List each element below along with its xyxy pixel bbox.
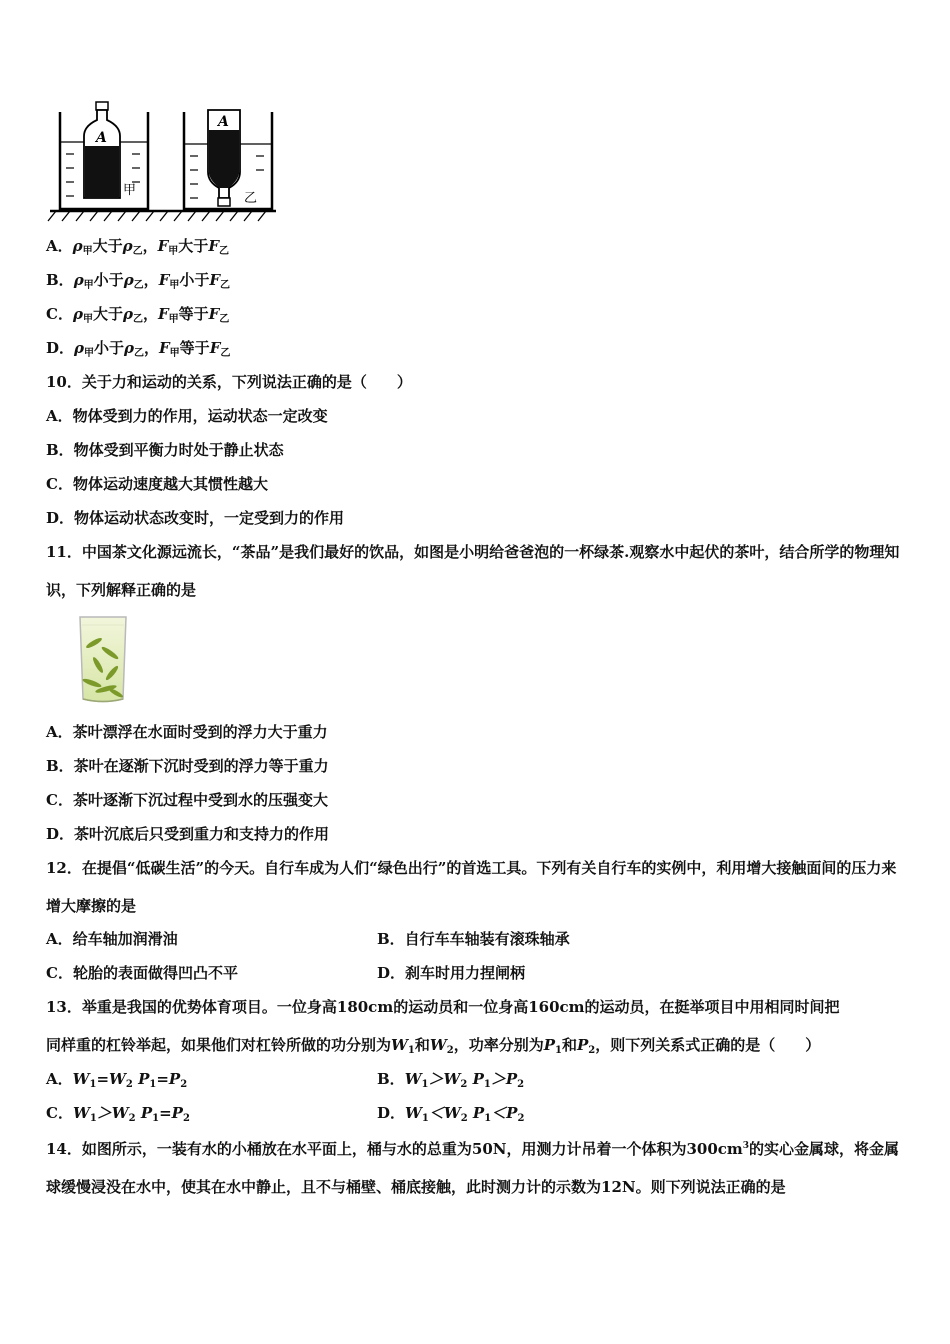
bottle-label-a1: A (96, 130, 107, 146)
q10-option-d: D．物体运动状态改变时，一定受到力的作用 (46, 509, 345, 527)
q11-option-b: B．茶叶在逐渐下沉时受到的浮力等于重力 (46, 757, 329, 775)
q12-option-b: B．自行车车轴装有滚珠轴承 (377, 930, 570, 948)
q12-option-a: A．给车轴加润滑油 (46, 930, 178, 948)
q14-stem: 14．如图所示，一装有水的小桶放在水平面上，桶与水的总重为50N，用测力计吊着一个体积为$300cm^3$的实心金属球，将金属球缓慢浸没在水中，使其在水中静止，且不与桶壁、桶底接触，此时测力计的示数为12N。则下列说法正确的是 (46, 1140, 900, 1196)
q13-stem-line1: 13．举重是我国的优势体育项目。一位身高180cm的运动员和一位身高160cm的运动员，在挺举项目中用相同时间把 (46, 998, 840, 1016)
bottle-label-a2: A (218, 114, 229, 130)
label-jia: 甲 (123, 183, 137, 198)
q11-option-d: D．茶叶沉底后只受到重力和支持力的作用 (46, 825, 330, 843)
q9-option-c: C．$\rho_甲$大于$\rho_乙$，$F_甲$等于$F_乙$ (46, 305, 230, 325)
q9-option-d: D．$\rho_甲$小于$\rho_乙$，$F_甲$等于$F_乙$ (46, 339, 231, 359)
q13-option-a: A．$W_1=W_2$ $P_1=P_2$ (46, 1070, 188, 1090)
q9-option-a: A．$\rho_甲$大于$\rho_乙$，$F_甲$大于$F_乙$ (46, 237, 229, 257)
q11-option-c: C．茶叶逐渐下沉过程中受到水的压强变大 (46, 791, 328, 809)
q11-stem: 11．中国茶文化源远流长，“茶品”是我们最好的饮品，如图是小明给爸爸泡的一杯绿茶.观察水中起伏的茶叶，结合所学的物理知识，下列解释正确的是 (46, 543, 900, 599)
green-tea-glass-figure (74, 613, 132, 705)
q11-option-a: A．茶叶漂浮在水面时受到的浮力大于重力 (46, 723, 328, 741)
bottles-in-tanks-figure (46, 98, 282, 226)
q9-option-b: B．$\rho_甲$小于$\rho_乙$，$F_甲$小于$F_乙$ (46, 271, 231, 291)
q13-stem-line2: 同样重的杠铃举起，如果他们对杠铃所做的功分别为$W_1$和$W_2$，功率分别为$P_1$和$P_2$，则下列关系式正确的是（ ） (46, 1036, 821, 1056)
q10-option-c: C．物体运动速度越大其惯性越大 (46, 475, 268, 493)
q12-option-c: C．轮胎的表面做得凹凸不平 (46, 964, 238, 982)
label-yi: 乙 (244, 191, 258, 206)
q12-stem: 12．在提倡“低碳生活”的今天。自行车成为人们“绿色出行”的首选工具。下列有关自行车的实例中，利用增大接触面间的压力来增大摩擦的是 (46, 859, 897, 915)
q12-option-d: D．刹车时用力捏闸柄 (377, 964, 526, 982)
q13-option-b: B．$W_1>W_2$ $P_1>P_2$ (377, 1070, 525, 1090)
q10-stem: 10．关于力和运动的关系，下列说法正确的是（ ） (46, 373, 412, 391)
q10-option-a: A．物体受到力的作用，运动状态一定改变 (46, 407, 328, 425)
q13-option-d: D．$W_1<W_2$ $P_1<P_2$ (377, 1104, 525, 1124)
q10-option-b: B．物体受到平衡力时处于静止状态 (46, 441, 284, 459)
q13-option-c: C．$W_1>W_2$ $P_1=P_2$ (46, 1104, 190, 1124)
